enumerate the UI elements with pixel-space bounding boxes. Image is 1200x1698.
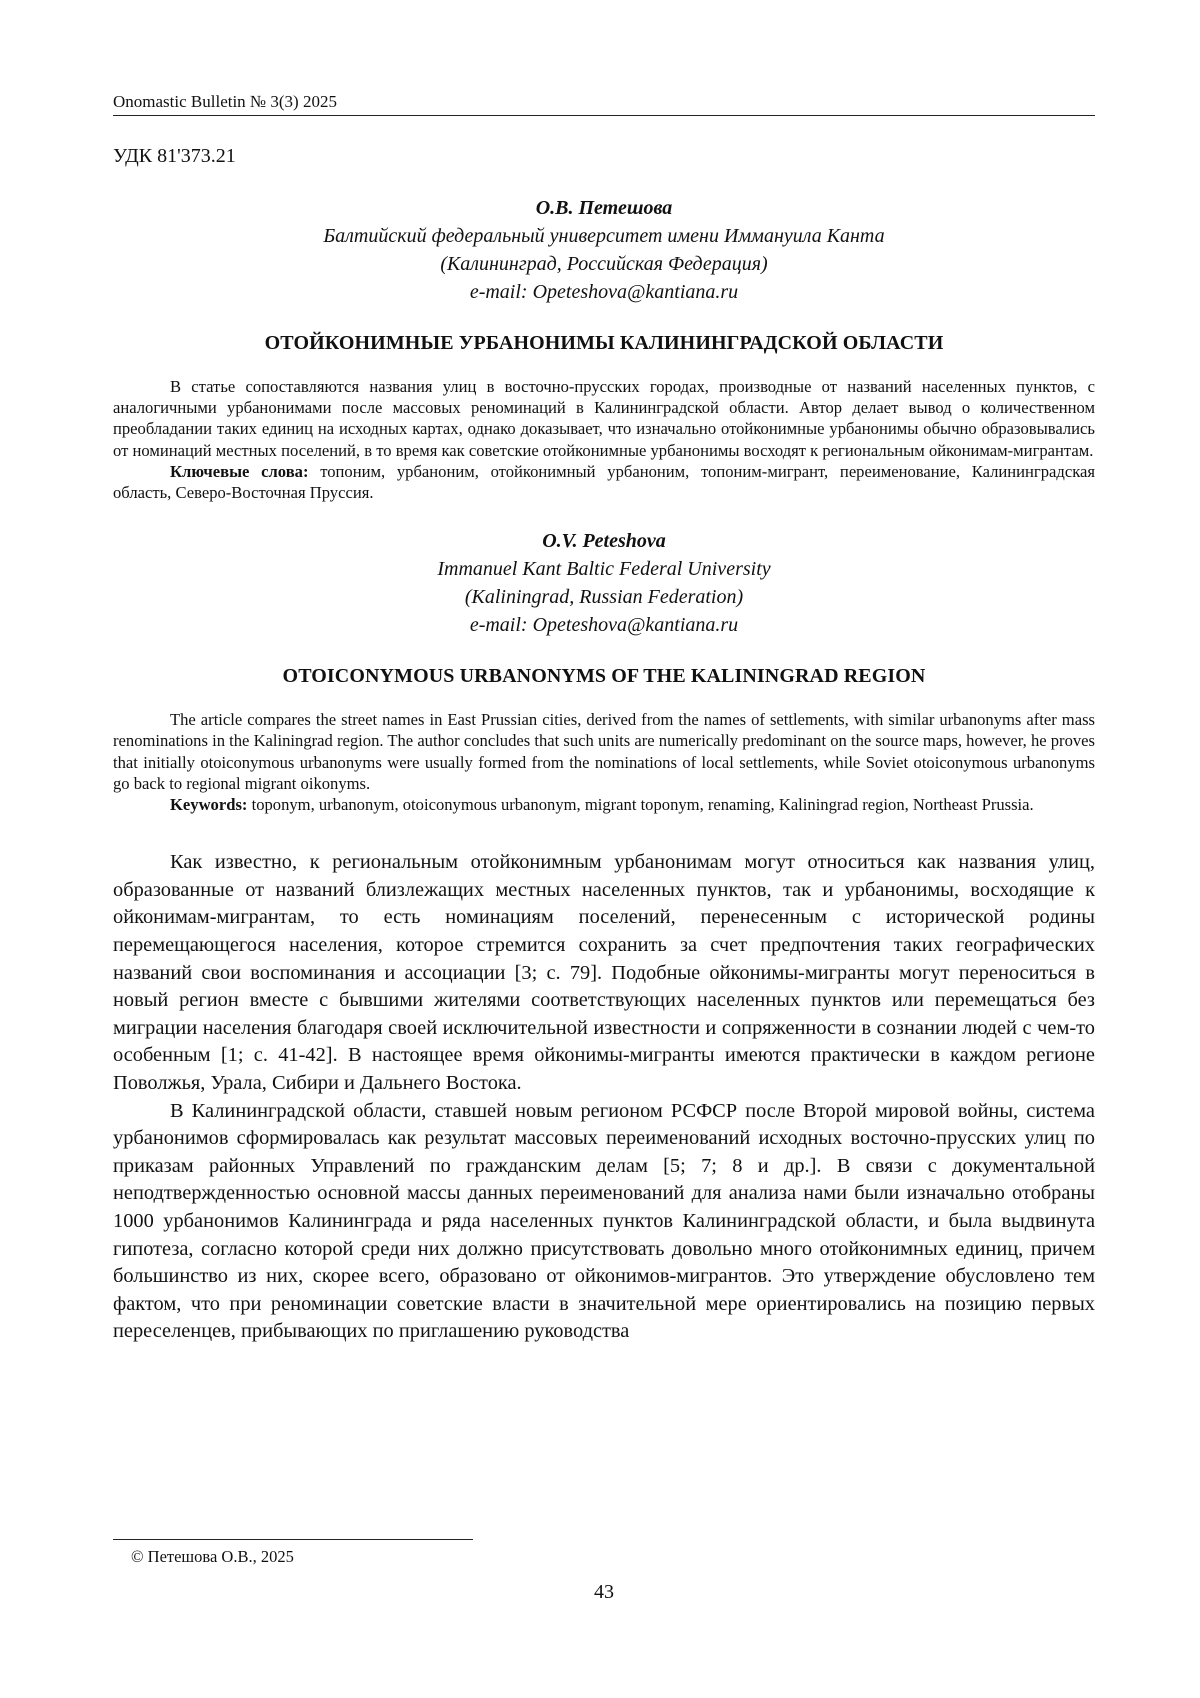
paper-page (113, 92, 1095, 1652)
copyright-footnote: © Петешова О.В., 2025 (131, 1547, 294, 1567)
body-text (113, 849, 1095, 1346)
udk-code: УДК 81'373.21 (113, 144, 1095, 168)
ru-affiliation: Балтийский федеральный университет имени Иммануила Канта (113, 222, 1095, 250)
body-paragraph-1: Как известно, к региональным отойконимным урбанонимам могут относиться как названия улиц, образованные от названий близлежащих местных населенных пунктов, так и урбанонимы, восходящие к ойконимам-мигрантам, то есть номинациям поселений, перенесенным с исторической родины перемещающегося населения, которое стремится сохранить за счет предпочтения таких географических названий свои воспоминания и ассоциации [3; с. 79]. Подобные ойконимы-мигранты могут переноситься в новый регион вместе с бывшими жителями соответствующих населенных пунктов или перемещаться без миграции населения благодаря своей исключительной известности и сопряженности в сознании людей с чем-то особенным [1; с. 41-42]. В настоящее время ойконимы-мигранты имеются практически в каждом регионе Поволжья, Урала, Сибири и Дальнего Востока. (113, 849, 1095, 1097)
ru-location: (Калининград, Российская Федерация) (113, 250, 1095, 278)
ru-author-block (113, 194, 1095, 306)
en-keywords-list: toponym, urbanonym, otoiconymous urbanonym, migrant toponym, renaming, Kaliningrad region, Northeast Prussia. (247, 795, 1033, 814)
en-location: (Kaliningrad, Russian Federation) (113, 583, 1095, 611)
ru-abstract: В статье сопоставляются названия улиц в восточно-прусских городах, производные от названий населенных пунктов, с аналогичными урбанонимами после массовых реноминаций в Калининградской области. Автор делает вывод о количественном преобладании таких единиц на исходных картах, однако доказывает, что изначально отойконимные урбанонимы обычно образовывались от номинаций местных поселений, в то время как советские отойконимные урбанонимы восходят к региональным ойконимам-мигрантам. (113, 376, 1095, 461)
en-email: e-mail: Opeteshova@kantiana.ru (113, 611, 1095, 639)
footnote-divider (113, 1539, 473, 1540)
en-affiliation: Immanuel Kant Baltic Federal University (113, 555, 1095, 583)
page-number: 43 (113, 1580, 1095, 1604)
body-paragraph-2: В Калининградской области, ставшей новым регионом РСФСР после Второй мировой войны, система урбанонимов сформировалась как результат массовых переименований исходных восточно-прусских улиц по приказам районных Управлений по гражданским делам [5; 7; 8 и др.]. В связи с документальной неподтвержденностью основной массы данных переименований для анализа нами были изначально отобраны 1000 урбанонимов Калининграда и ряда населенных пунктов Калининградской области, и была выдвинута гипотеза, согласно которой среди них должно присутствовать довольно много отойконимных единиц, причем большинство из них, скорее всего, образовано от ойконимов-мигрантов. Это утверждение обусловлено тем фактом, что при реноминации советские власти в значительной мере ориентировались на позицию первых переселенцев, прибывающих по приглашению руководства (113, 1098, 1095, 1346)
ru-abstract-block (113, 376, 1095, 503)
en-keywords-label: Keywords: (170, 795, 247, 814)
en-abstract-block (113, 709, 1095, 815)
ru-keywords-list: топоним, урбаноним, отойконимный урбаноним, топоним-мигрант, переименование, Калининградская область, Северо-Восточная Пруссия. (113, 462, 1095, 502)
running-header: Onomastic Bulletin № 3(3) 2025 (113, 92, 1095, 116)
en-keywords (113, 794, 1095, 815)
ru-author-name: О.В. Петешова (113, 194, 1095, 222)
en-abstract: The article compares the street names in East Prussian cities, derived from the names of settlements, with similar urbanonyms after mass renominations in the Kaliningrad region. The author concludes that such units are numerically predominant on the source maps, however, he proves that initially otoiconymous urbanonyms were usually formed from the nominations of local settlements, while Soviet otoiconymous urbanonyms go back to regional migrant oikonyms. (113, 709, 1095, 794)
ru-email: e-mail: Opeteshova@kantiana.ru (113, 278, 1095, 306)
en-author-name: O.V. Peteshova (113, 527, 1095, 555)
ru-keywords (113, 461, 1095, 503)
ru-keywords-label: Ключевые слова: (170, 462, 308, 481)
ru-article-title: ОТОЙКОНИМНЫЕ УРБАНОНИМЫ КАЛИНИНГРАДСКОЙ ОБЛАСТИ (113, 330, 1095, 356)
en-author-block (113, 527, 1095, 639)
en-article-title: OTOICONYMOUS URBANONYMS OF THE KALININGRAD REGION (113, 663, 1095, 689)
